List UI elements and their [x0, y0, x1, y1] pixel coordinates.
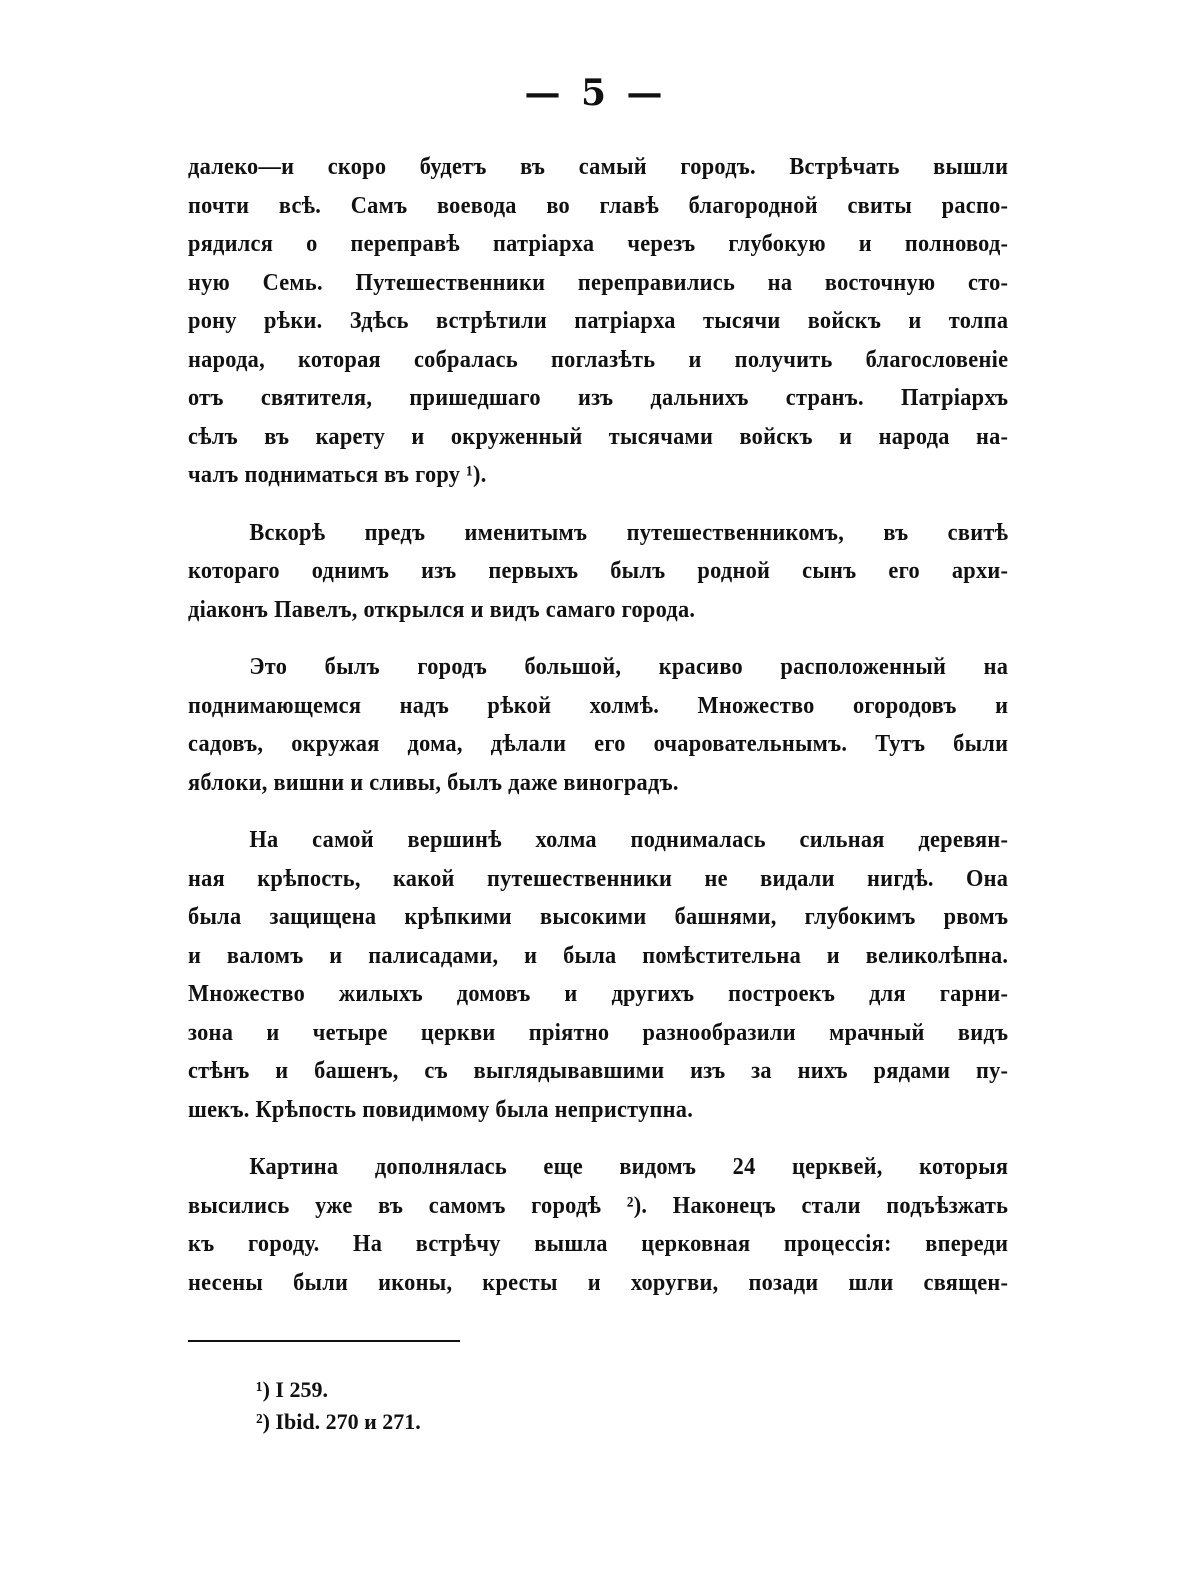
text-line: котораго однимъ изъ первыхъ былъ родной сынъ его архи- — [188, 558, 1009, 584]
paragraph-2 — [188, 514, 1008, 630]
text-line: далеко—и скоро будетъ въ самый городъ. Встрѣчать вышли — [188, 154, 1009, 180]
text-line: и валомъ и палисадами, и была помѣстительна и великолѣпна. — [188, 942, 1009, 969]
text-line: народа, которая собралась поглазѣть и получить благословеніе — [188, 346, 1009, 373]
text-line: сѣлъ въ карету и окруженный тысячами войскъ и народа на- — [188, 423, 1009, 450]
text-line: діаконъ Павелъ, открылся и видъ самаго города. — [188, 596, 696, 623]
paragraph-5 — [188, 1148, 1008, 1302]
footnotes — [256, 1374, 856, 1438]
text-line: Вскорѣ предъ именитымъ путешественникомъ, въ свитѣ — [249, 519, 1009, 546]
text-line: отъ святителя, пришедшаго изъ дальнихъ странъ. Патріархъ — [188, 385, 1009, 411]
text-line: къ городу. На встрѣчу вышла церковная процессія: впереди — [188, 1231, 1009, 1257]
text-line: рядился о переправѣ патріарха черезъ глубокую и полновод- — [188, 231, 1009, 257]
text-line: стѣнъ и башенъ, съ выглядывавшими изъ за нихъ рядами пу- — [188, 1058, 1009, 1084]
text-line: высились уже въ самомъ городѣ ²). Наконецъ стали подъѣзжать — [188, 1192, 1009, 1219]
footnote-2: ²) Ibid. 270 и 271. — [256, 1409, 421, 1434]
text-line: На самой вершинѣ холма поднималась сильная деревян- — [249, 827, 1009, 853]
page-number: — 5 — — [524, 72, 667, 114]
text-line: несены были иконы, кресты и хоругви, позади шли священ- — [188, 1269, 1009, 1296]
text-line: почти всѣ. Самъ воевода во главѣ благородной свиты распо- — [188, 192, 1009, 219]
footnote-1: ¹) I 259. — [256, 1377, 328, 1402]
paragraph-3 — [188, 648, 1008, 802]
paragraph-1 — [188, 148, 1008, 495]
text-line: ную Семь. Путешественники переправились на восточную сто- — [188, 269, 1009, 296]
text-line: шекъ. Крѣпость повидимому была неприступна. — [188, 1096, 694, 1123]
paragraph-4 — [188, 821, 1008, 1129]
body-text — [188, 148, 1008, 1321]
text-line: Множество жилыхъ домовъ и другихъ построекъ для гарни- — [188, 981, 1009, 1007]
footnote-divider — [188, 1340, 460, 1342]
text-line: Это былъ городъ большой, красиво расположенный на — [249, 654, 1009, 680]
text-line: чалъ подниматься въ гору ¹). — [188, 462, 487, 488]
text-line: ная крѣпость, какой путешественники не видали нигдѣ. Она — [188, 865, 1009, 892]
text-line: рону рѣки. Здѣсь встрѣтили патріарха тысячи войскъ и толпа — [188, 308, 1009, 334]
text-line: была защищена крѣпкими высокими башнями, глубокимъ рвомъ — [188, 904, 1009, 930]
text-line: садовъ, окружая дома, дѣлали его очаровательнымъ. Тутъ были — [188, 731, 1009, 757]
text-line: поднимающемся надъ рѣкой холмѣ. Множество огородовъ и — [188, 692, 1009, 719]
text-line: Картина дополнялась еще видомъ 24 церквей, которыя — [249, 1154, 1009, 1180]
text-line: зона и четыре церкви пріятно разнообразили мрачный видъ — [188, 1019, 1009, 1046]
text-line: яблоки, вишни и сливы, былъ даже виноградъ. — [188, 769, 679, 796]
